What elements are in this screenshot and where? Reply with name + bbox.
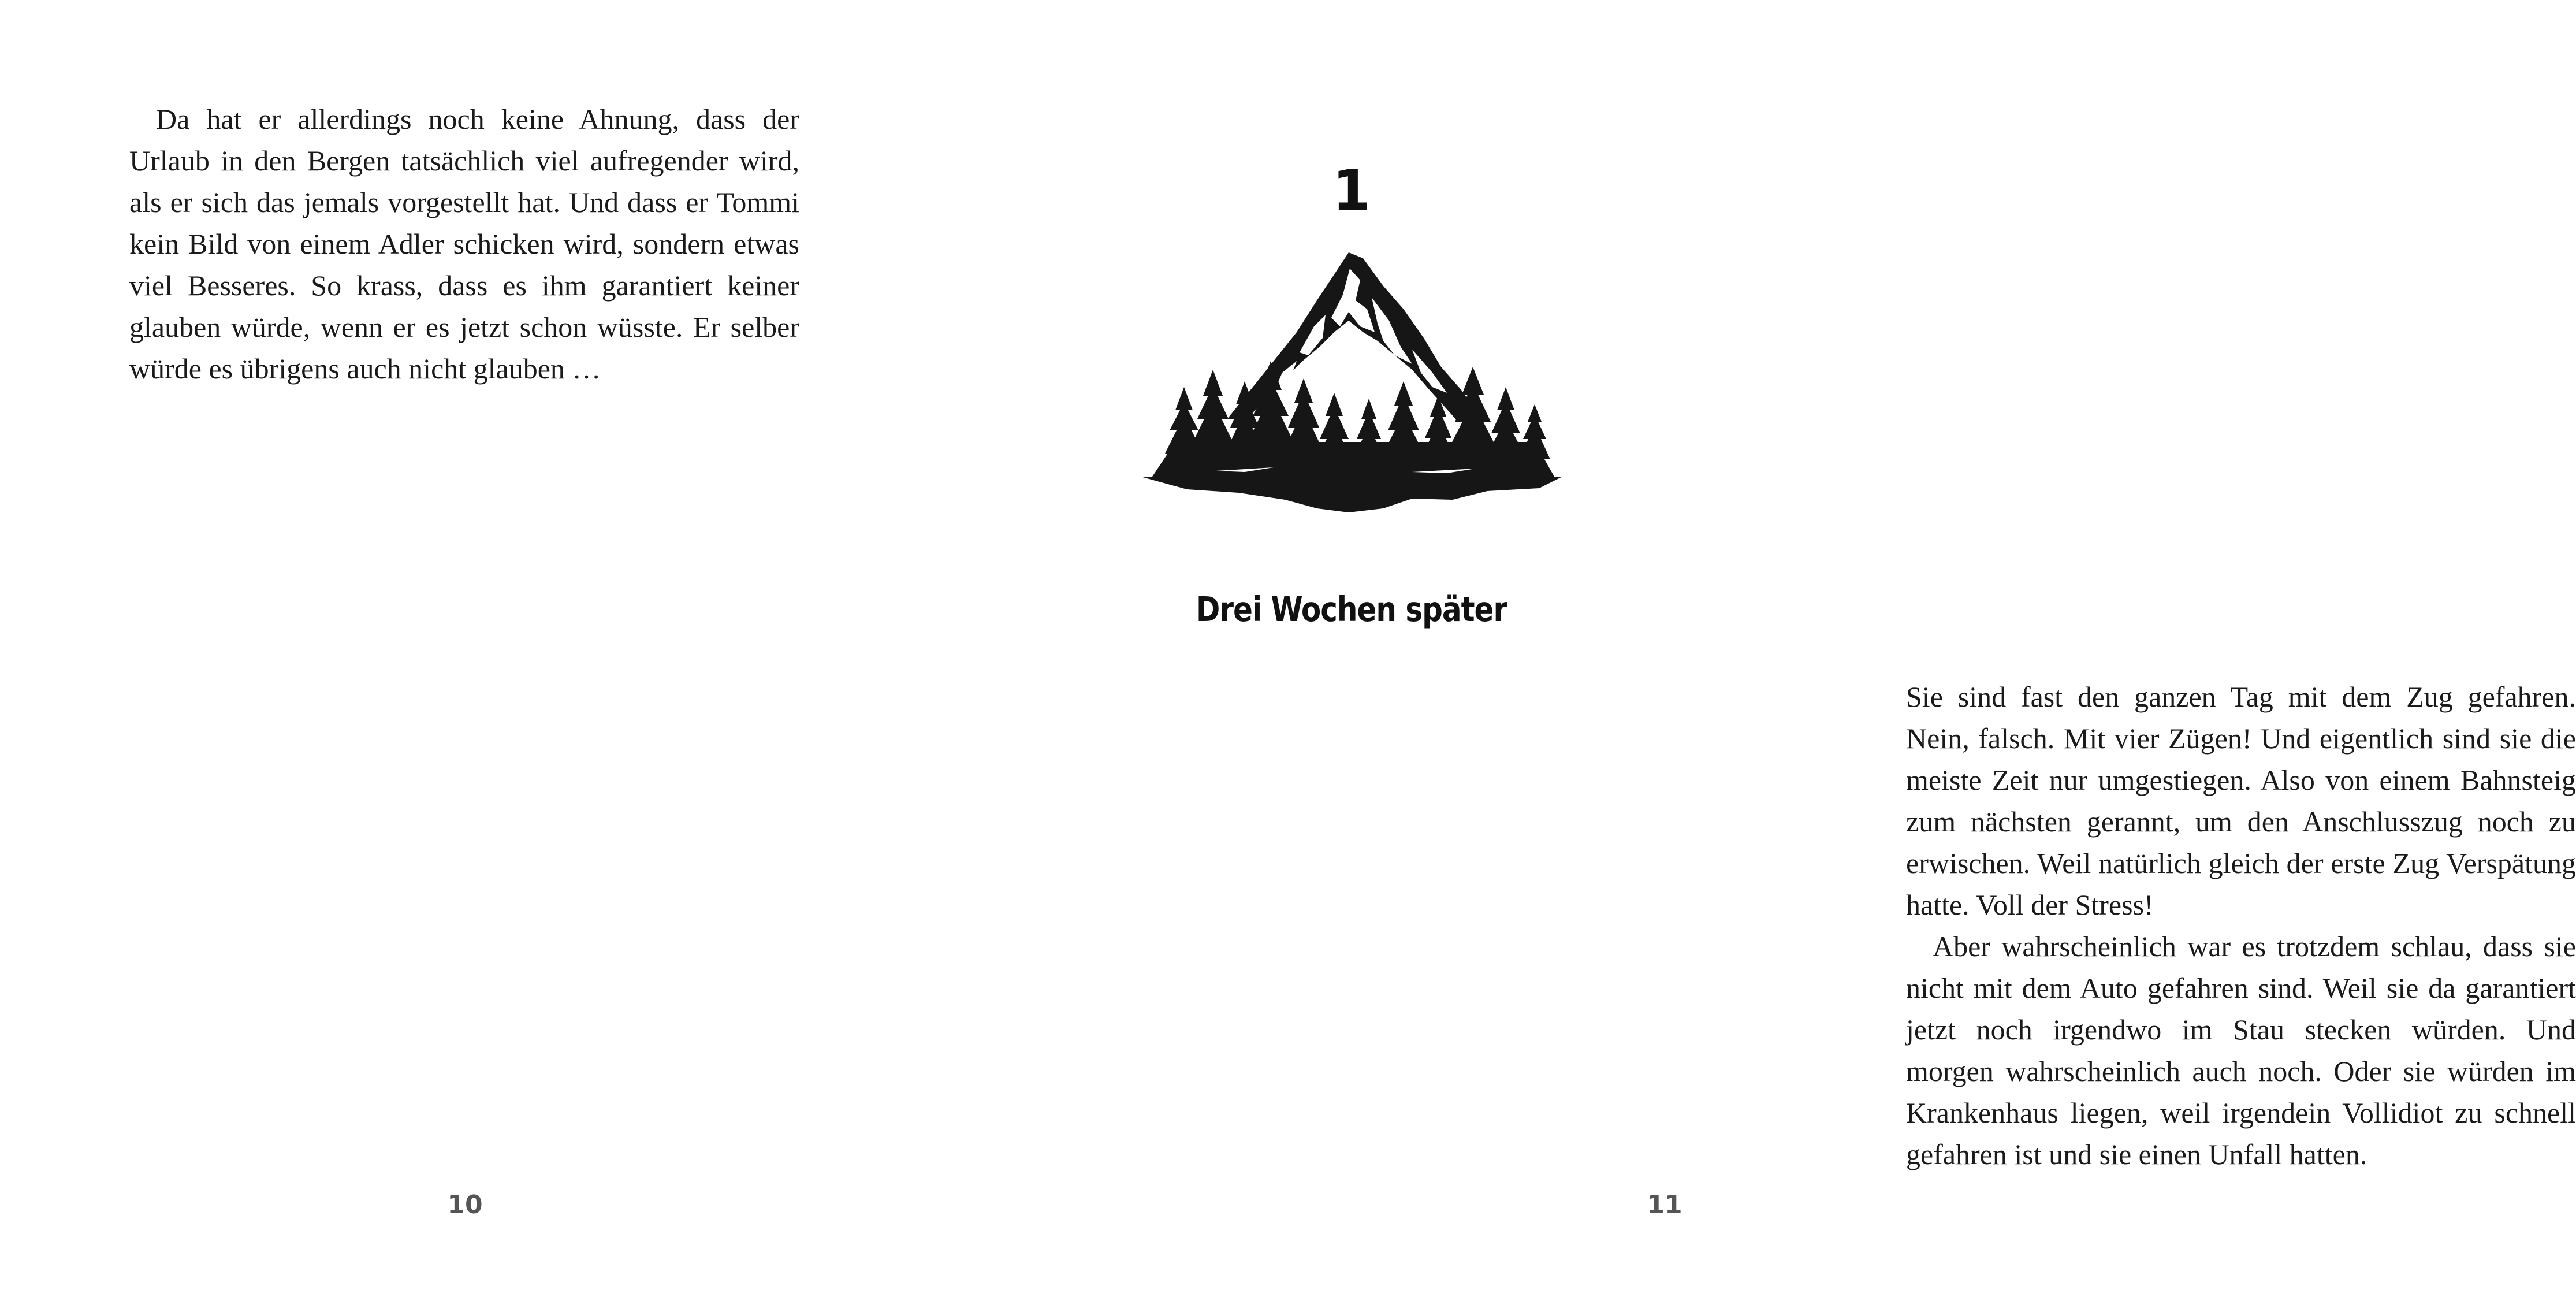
left-paragraph-1: Da hat er allerdings noch keine Ahnung, dass der Urlaub in den Bergen tatsächlich viel aufregender wird, als er sich das jemals vorgestellt hat. Und dass er Tommi kein Bild von einem Adler schicken wird, sondern etwas viel Besseres. So krass, dass es ihm garantiert keiner glauben würde, wenn er es jetzt schon wüsste. Er selber würde es übrigens auch nicht glauben … xyxy=(129,103,799,385)
page-number-left: 10 xyxy=(447,1190,483,1220)
right-paragraph-1: Sie sind fast den ganzen Tag mit dem Zug gefahren. Nein, falsch. Mit vier Zügen! Und eigentlich sind sie die meiste Zeit nur umgestiegen. Also von einem Bahnsteig zum nächsten gerannt, um den Anschlusszug noch zu erwischen. Weil natürlich gleich der erste Zug Verspätung hatte. Voll der Stress! xyxy=(1906,681,2576,921)
left-page-body xyxy=(129,98,799,389)
mountain-icon xyxy=(1141,246,1562,529)
right-page-body xyxy=(1906,676,2576,1175)
chapter-title: Drei Wochen später xyxy=(1196,589,1507,630)
chapter-number: 1 xyxy=(1332,158,1371,223)
right-paragraph-2: Aber wahrscheinlich war es trotzdem schlau, dass sie nicht mit dem Auto gefahren sind. Weil sie da garantiert jetzt noch irgendwo im Stau stecken würden. Und morgen wahrscheinlich auch noch. Oder sie würden im Krankenhaus liegen, weil irgendein Vollidiot zu schnell gefahren ist und sie einen Unfall hatten. xyxy=(1906,930,2576,1170)
page-number-right: 11 xyxy=(1647,1190,1682,1220)
right-page xyxy=(895,0,2576,1297)
left-page xyxy=(0,0,895,1297)
